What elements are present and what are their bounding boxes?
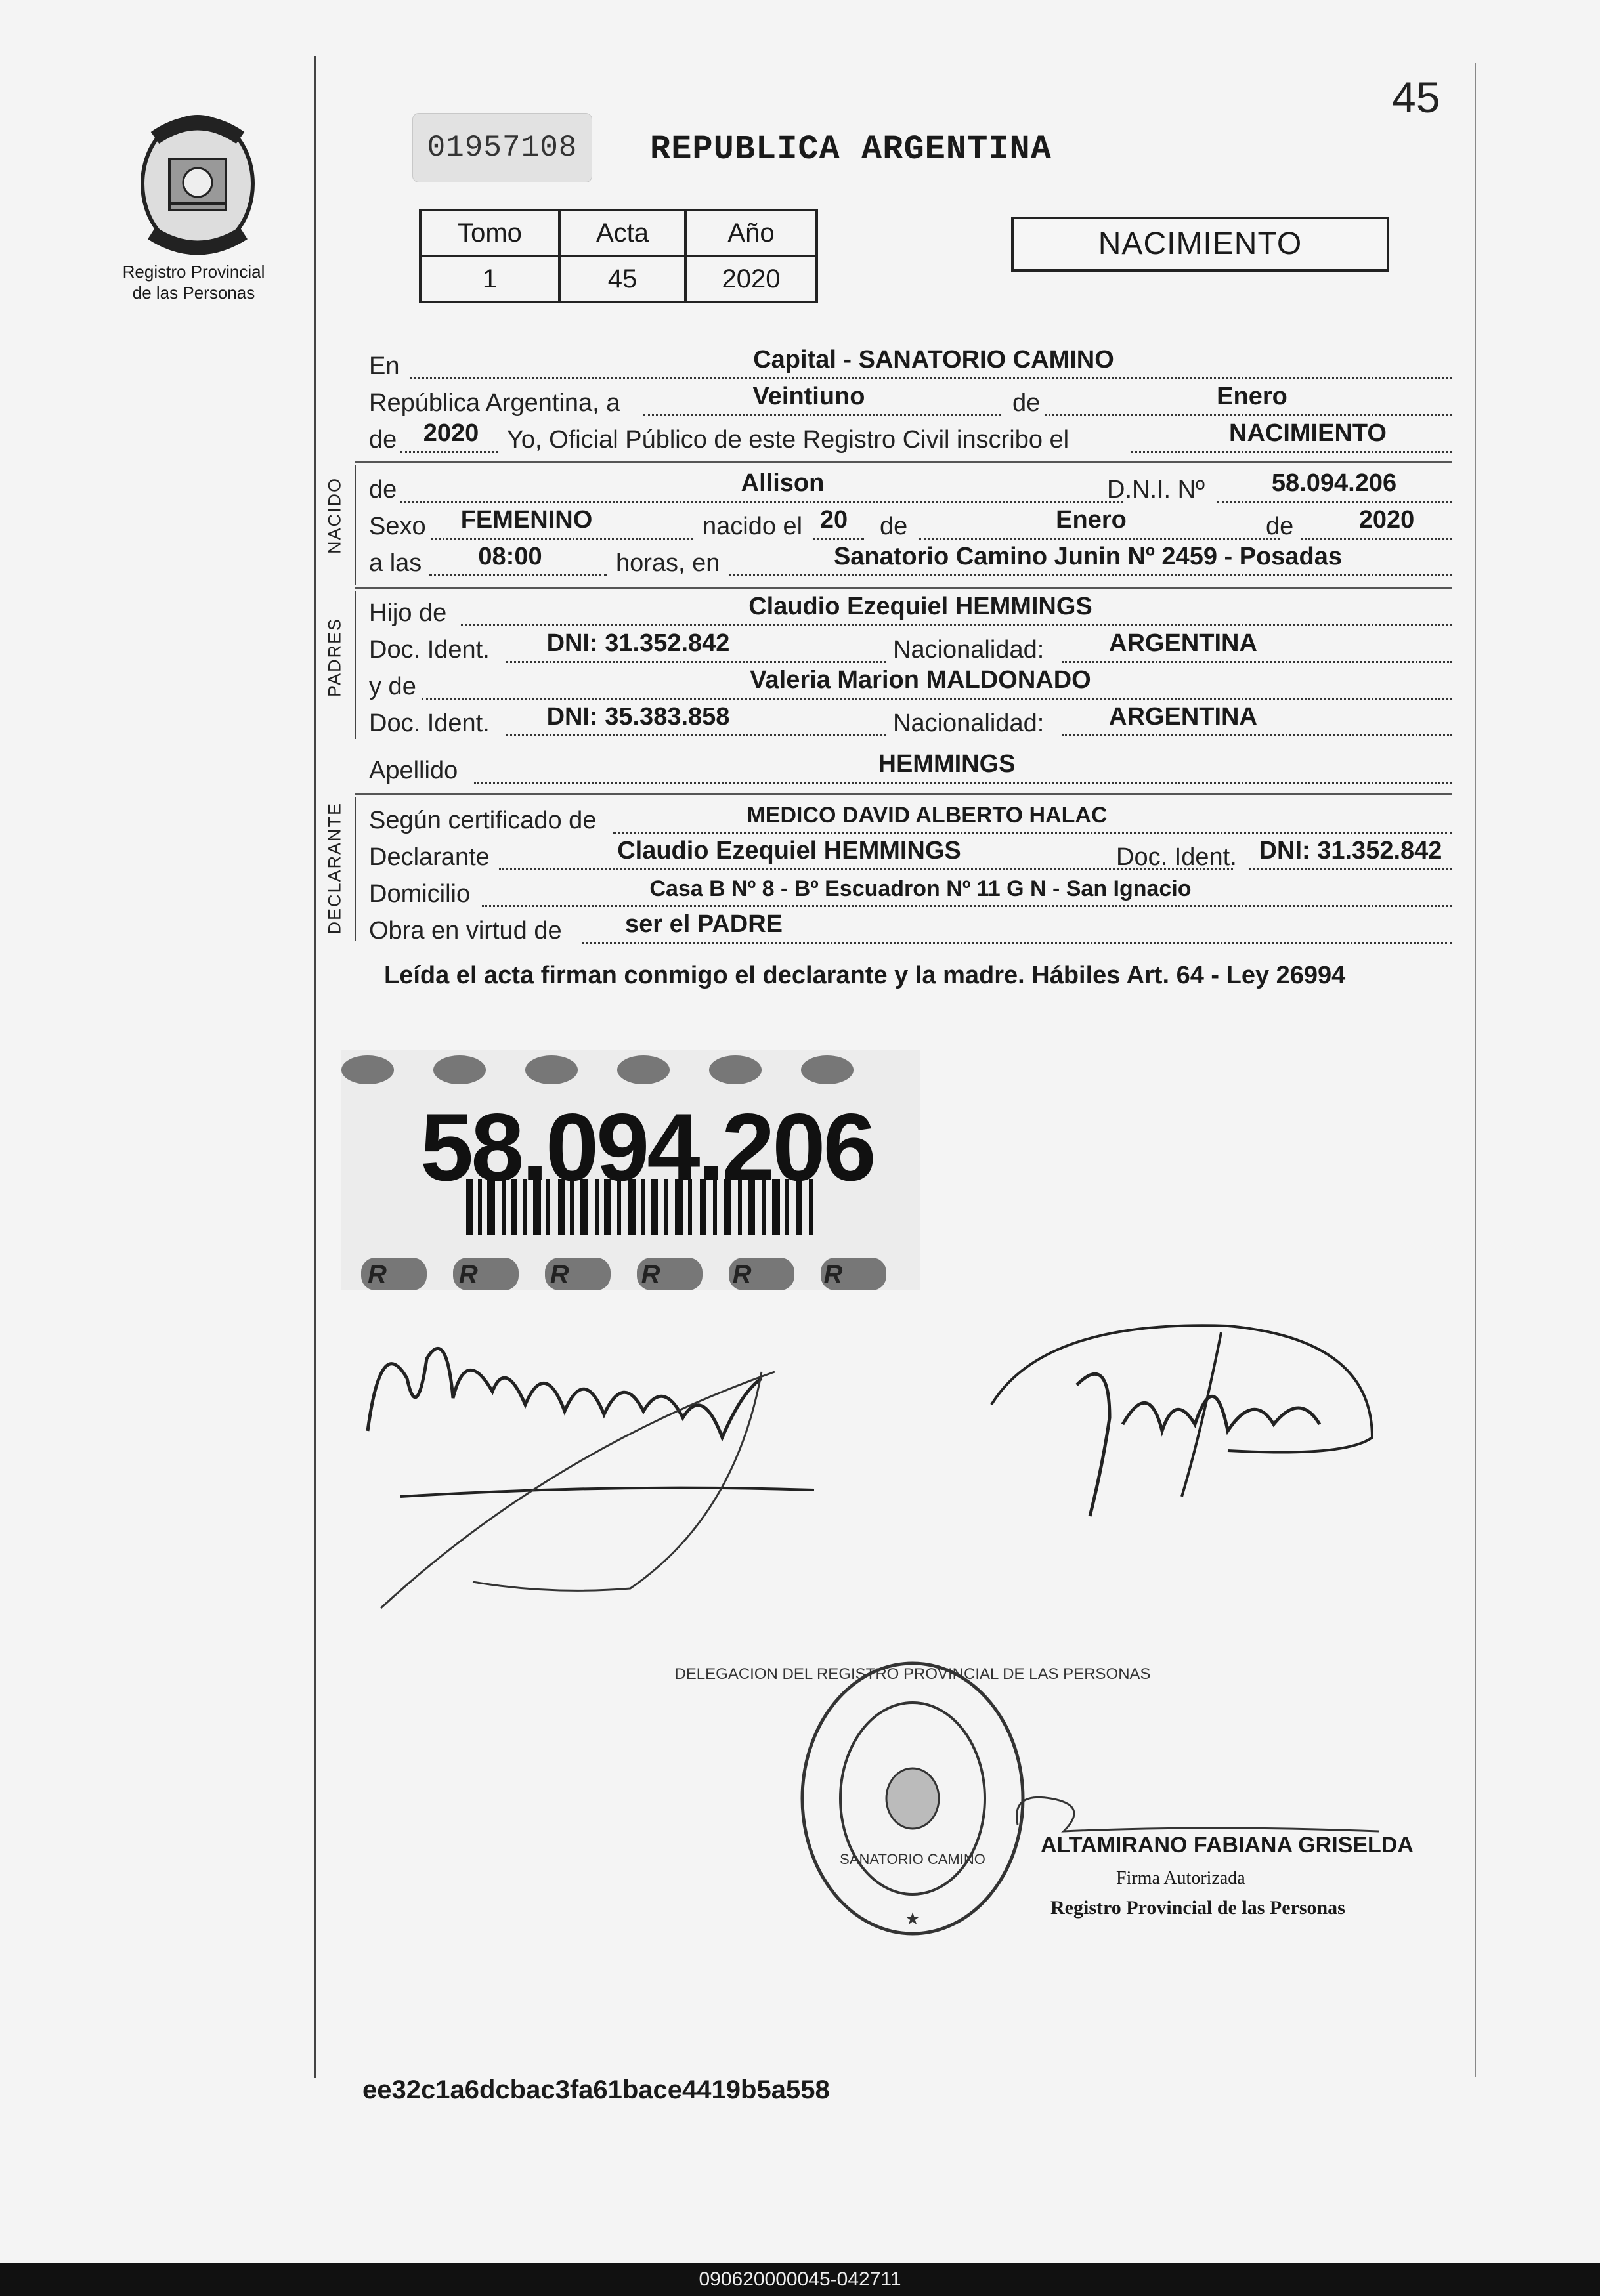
- apellido-label: Apellido: [369, 757, 458, 784]
- row-declarante: [369, 838, 1452, 874]
- doc-label: Doc. Ident.: [369, 710, 490, 737]
- value-tomo: 1: [420, 256, 559, 302]
- dotted-line: [429, 574, 607, 576]
- row-certificado: [369, 801, 1452, 838]
- obra: ser el PADRE: [624, 910, 783, 938]
- closing-note: Leída el acta firman conmigo el declarante y la madre. Hábiles Art. 64 - Ley 26994: [384, 962, 1346, 989]
- month: Enero: [1217, 383, 1287, 410]
- dotted-line: [1249, 868, 1452, 870]
- footer-code: 090620000045-042711: [0, 2263, 1600, 2296]
- declarante-bracket: [355, 797, 356, 941]
- dotted-line: [461, 624, 1452, 626]
- logo-caption: [105, 261, 282, 303]
- svg-text:★: ★: [905, 1909, 920, 1928]
- nac-label: Nacionalidad:: [893, 710, 1045, 737]
- official-seal: [674, 1654, 1151, 1943]
- madre-nac: ARGENTINA: [1109, 703, 1257, 731]
- declarante: Claudio Ezequiel HEMMINGS: [617, 837, 961, 864]
- dotted-line: [431, 538, 693, 540]
- madre-doc: DNI: 35.383.858: [546, 703, 730, 731]
- dotted-line: [813, 538, 864, 540]
- certificado: MEDICO DAVID ALBERTO HALAC: [746, 803, 1108, 828]
- coat-of-arms-logo: [129, 112, 267, 256]
- sexo: FEMENINO: [460, 506, 593, 534]
- dotted-line: [1062, 661, 1452, 663]
- right-margin-line: [1475, 63, 1476, 2077]
- padre-nac: ARGENTINA: [1109, 629, 1257, 657]
- doc-label: Doc. Ident.: [369, 636, 490, 664]
- side-label-declarante: DECLARANTE: [324, 801, 345, 935]
- dotted-line: [729, 574, 1452, 576]
- side-label-padres: PADRES: [324, 617, 345, 698]
- declarante-label: Declarante: [369, 843, 490, 871]
- sticker-glyph: R: [641, 1260, 733, 1289]
- row-domicilio: [369, 874, 1452, 911]
- de-label: de: [1012, 389, 1041, 417]
- row-madre-doc: [369, 704, 1452, 740]
- row-madre: [369, 667, 1452, 704]
- section-divider: [355, 461, 1452, 463]
- seal-ring-text: DELEGACION DEL REGISTRO PROVINCIAL DE LAS PERSONAS: [674, 1665, 1151, 1683]
- dotted-line: [1217, 501, 1452, 503]
- nombre-label: de: [369, 476, 397, 503]
- horas-en-label: horas, en: [616, 549, 720, 577]
- page-number: 45: [1392, 73, 1440, 121]
- nombre: Allison: [741, 469, 825, 497]
- dotted-line: [410, 377, 1452, 379]
- row-en: [369, 347, 1452, 383]
- nac-label: Nacionalidad:: [893, 636, 1045, 664]
- section-divider: [355, 587, 1452, 589]
- birth-month: Enero: [1056, 506, 1127, 534]
- dotted-line: [919, 538, 1280, 540]
- day-words: Veintiuno: [752, 383, 865, 410]
- lugar: Sanatorio Camino Junin Nº 2459 - Posadas: [833, 543, 1343, 570]
- left-margin-line: [314, 56, 316, 2078]
- page-title: REPUBLICA ARGENTINA: [650, 130, 1052, 169]
- dotted-line: [643, 414, 1001, 416]
- act-type-box: NACIMIENTO: [1011, 217, 1389, 272]
- row-hora: [369, 543, 1452, 580]
- logo-caption-line2: de las Personas: [132, 283, 255, 303]
- row-inscripcion: [369, 420, 1452, 457]
- sticker-glyph: R: [368, 1260, 459, 1289]
- record-table: [419, 209, 818, 303]
- padre: Claudio Ezequiel HEMMINGS: [748, 593, 1092, 620]
- hora: 08:00: [478, 543, 542, 570]
- seal-inner-text: SANATORIO CAMINO: [840, 1851, 985, 1867]
- dni-label: D.N.I. Nº: [1107, 476, 1205, 503]
- sticker-glyph: R: [458, 1260, 550, 1289]
- serial-number: 01957108: [412, 113, 592, 182]
- declarante-doc-label: Doc. Ident.: [1116, 843, 1237, 871]
- sexo-label: Sexo: [369, 513, 426, 540]
- oficial-text: Yo, Oficial Público de este Registro Civil inscribo el: [507, 426, 1070, 454]
- year-prefix: de: [369, 426, 397, 454]
- logo-caption-line1: Registro Provincial: [122, 262, 265, 282]
- authorized-signer-org: Registro Provincial de las Personas: [1050, 1897, 1345, 1919]
- padre-doc: DNI: 31.352.842: [546, 629, 730, 657]
- sticker-glyph: R: [550, 1260, 641, 1289]
- dotted-line: [613, 832, 1452, 834]
- acta-kind: NACIMIENTO: [1229, 419, 1387, 447]
- dotted-line: [422, 698, 1452, 700]
- en-label: En: [369, 352, 400, 380]
- side-label-nacido: NACIDO: [324, 477, 345, 555]
- stamp-signature: [1011, 1785, 1392, 1851]
- mother-signature: [978, 1313, 1398, 1549]
- row-obra: [369, 911, 1452, 948]
- republica-label: República Argentina, a: [369, 389, 620, 417]
- declarant-signature: [355, 1319, 985, 1621]
- row-sexo: [369, 507, 1452, 543]
- en-value: Capital - SANATORIO CAMINO: [753, 346, 1114, 373]
- barcode-number: 58.094.206: [420, 1094, 874, 1201]
- domicilio-label: Domicilio: [369, 880, 471, 908]
- dotted-line: [582, 942, 1452, 944]
- dotted-line: [1301, 538, 1452, 540]
- header-anio: Año: [685, 210, 817, 256]
- birth-de2: de: [1266, 513, 1294, 540]
- yde-label: y de: [369, 673, 416, 700]
- obra-label: Obra en virtud de: [369, 917, 562, 945]
- section-divider: [355, 793, 1452, 795]
- sticker-glyph: R: [732, 1260, 824, 1289]
- alas-label: a las: [369, 549, 422, 577]
- document-hash: ee32c1a6dcbac3fa61bace4419b5a558: [362, 2075, 830, 2104]
- hijo-label: Hijo de: [369, 599, 447, 627]
- dni: 58.094.206: [1271, 469, 1397, 497]
- dotted-line: [400, 451, 498, 453]
- header-tomo: Tomo: [420, 210, 559, 256]
- dotted-line: [1062, 734, 1452, 736]
- dotted-line: [506, 734, 886, 736]
- row-apellido: [369, 751, 1452, 788]
- row-hijo: [369, 593, 1452, 630]
- value-anio: 2020: [685, 256, 817, 302]
- row-padre-doc: [369, 630, 1452, 667]
- domicilio: Casa B Nº 8 - Bº Escuadron Nº 11 G N - San Ignacio: [649, 876, 1192, 901]
- authorized-signer-role: Firma Autorizada: [1116, 1868, 1245, 1888]
- birth-day: 20: [819, 506, 848, 534]
- declarante-doc: DNI: 31.352.842: [1259, 837, 1442, 864]
- row-nombre: [369, 470, 1452, 507]
- apellido: HEMMINGS: [878, 750, 1016, 778]
- sticker-glyph: R: [823, 1260, 915, 1289]
- nacido-label: nacido el: [703, 513, 803, 540]
- nacido-bracket: [355, 465, 356, 585]
- authorized-signer-name: ALTAMIRANO FABIANA GRISELDA: [1041, 1833, 1414, 1858]
- record-table-header-row: [420, 210, 817, 256]
- value-acta: 45: [559, 256, 685, 302]
- sticker-band-glyph-row: [368, 1260, 915, 1290]
- birth-de1: de: [880, 513, 908, 540]
- dotted-line: [1045, 414, 1452, 416]
- birth-year: 2020: [1358, 506, 1415, 534]
- madre: Valeria Marion MALDONADO: [750, 666, 1091, 694]
- dotted-line: [474, 782, 1452, 784]
- dotted-line: [1131, 451, 1452, 453]
- padres-bracket: [355, 591, 356, 739]
- record-table-value-row: [420, 256, 817, 302]
- segun-label: Según certificado de: [369, 807, 597, 834]
- dotted-line: [400, 501, 1123, 503]
- dotted-line: [482, 905, 1452, 907]
- header-acta: Acta: [559, 210, 685, 256]
- dotted-line: [506, 661, 886, 663]
- row-fecha: [369, 383, 1452, 420]
- year: 2020: [423, 419, 479, 447]
